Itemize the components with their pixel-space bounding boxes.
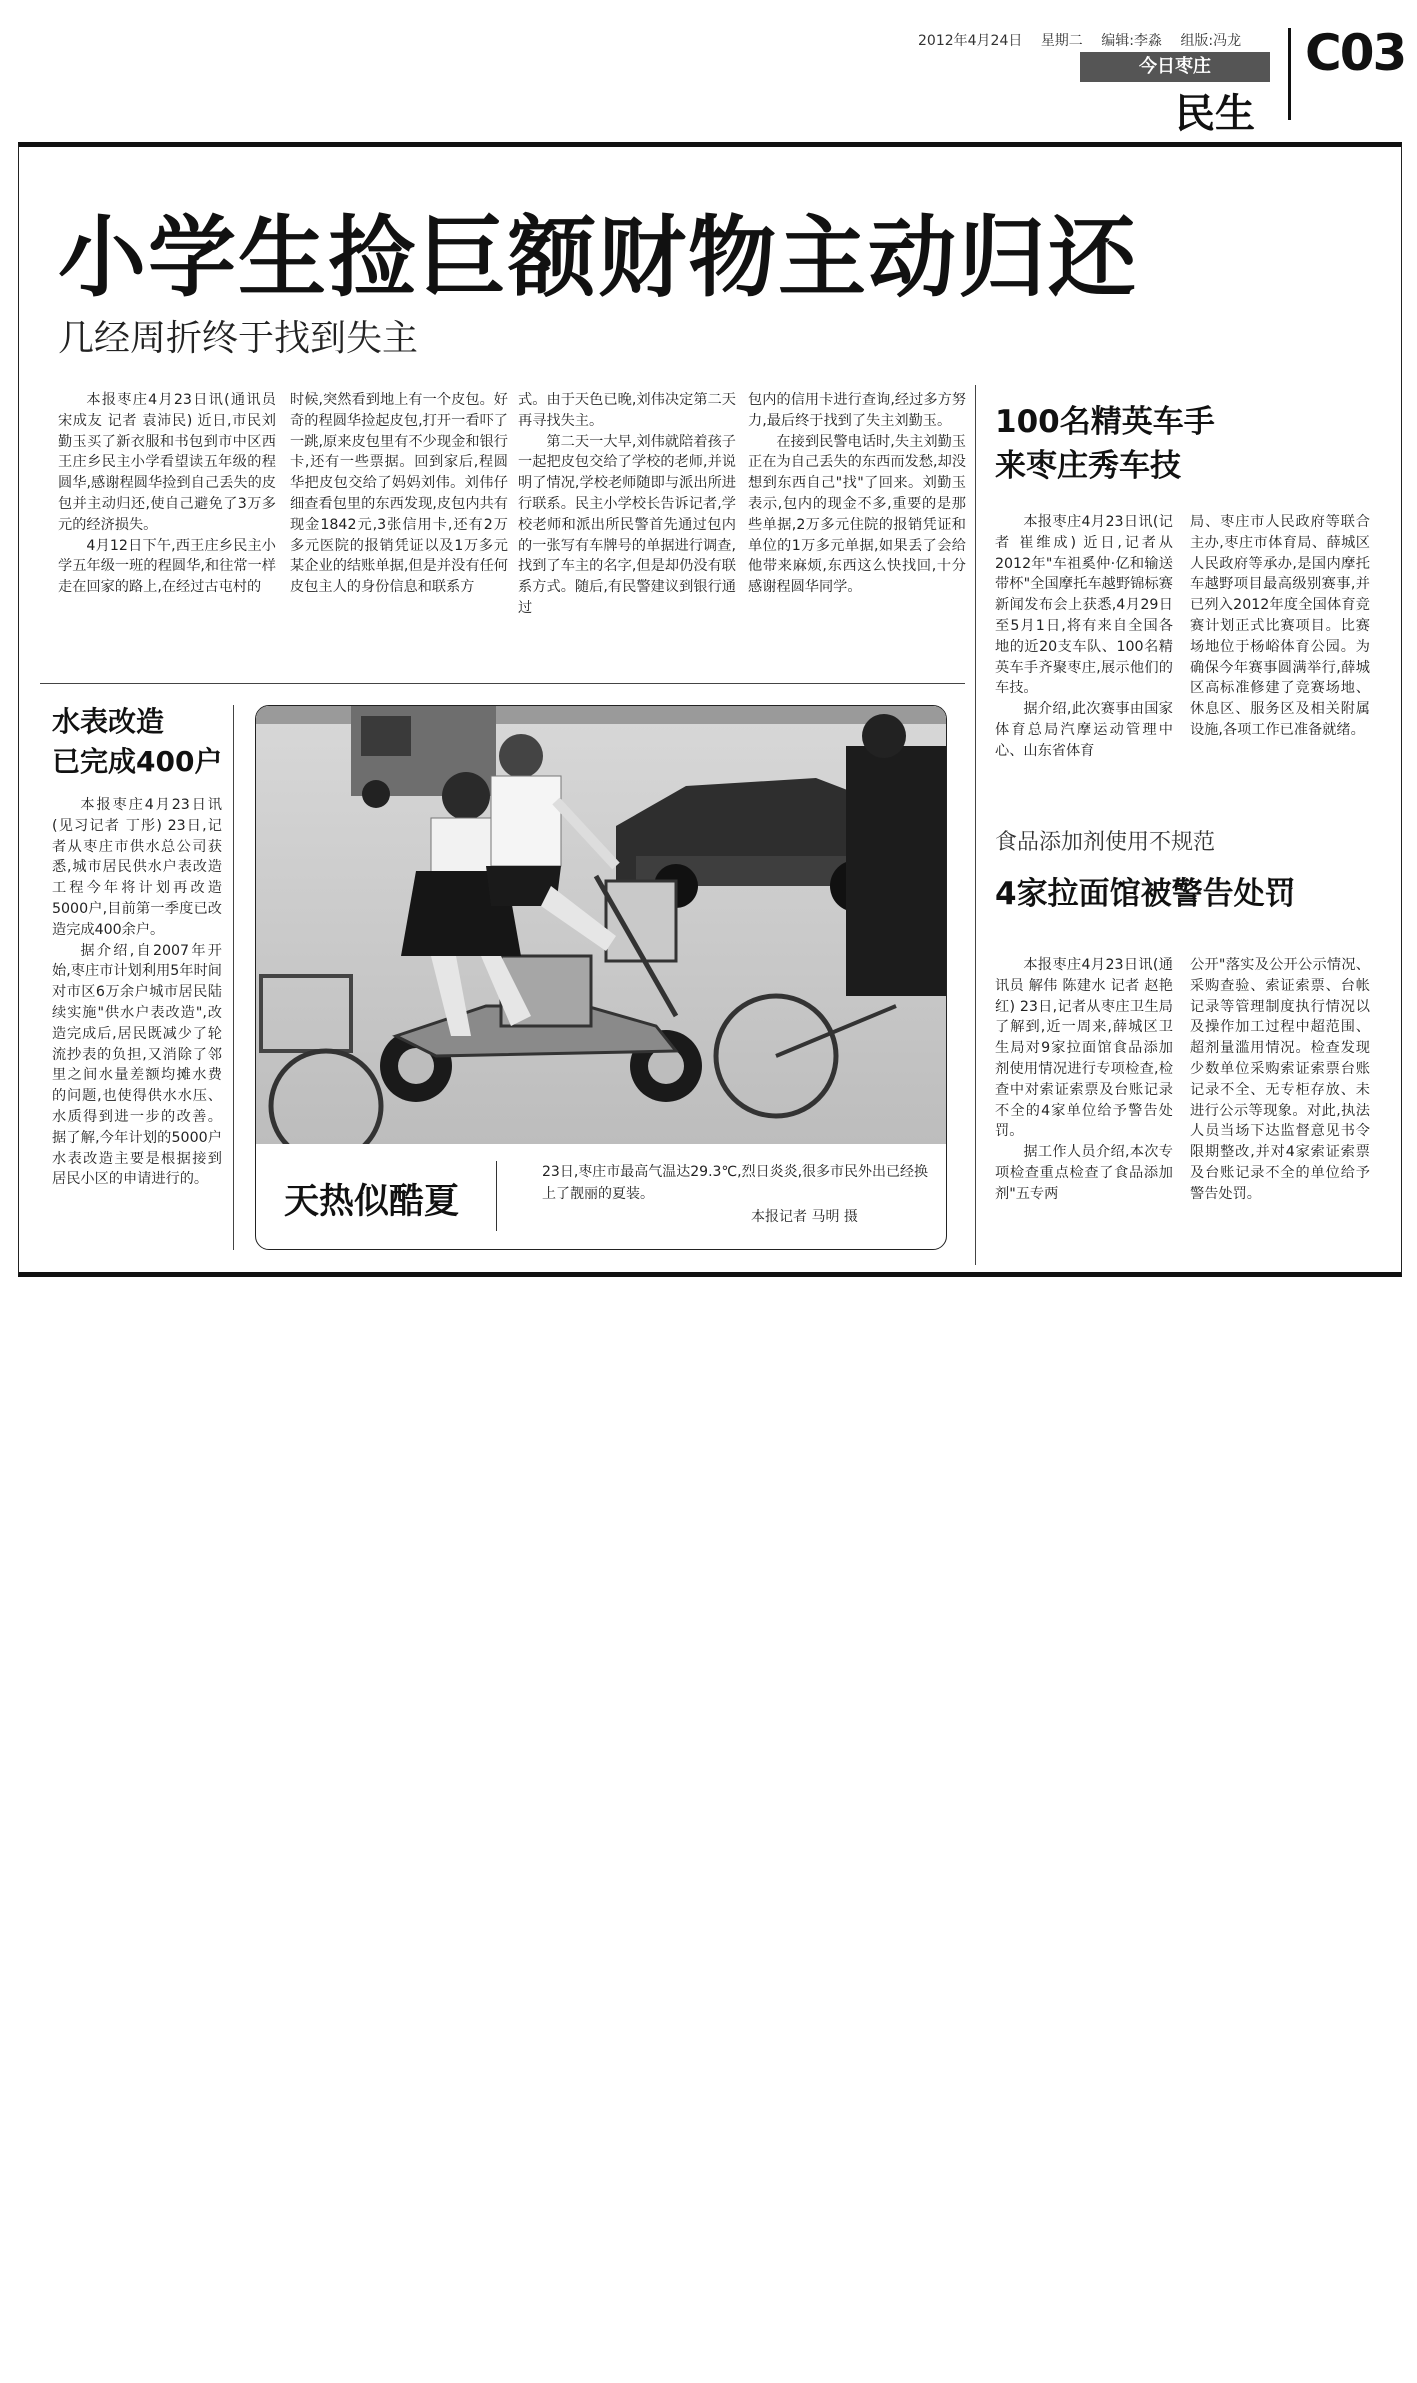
noodle-story-title: 4家拉面馆被警告处罚 <box>995 876 1296 912</box>
water-story-divider <box>233 705 234 1250</box>
water-body-para-2: 据介绍,自2007年开始,枣庄市计划利用5年时间对市区6万余户城市居民陆续实施"供水户表改造",改造完成后,居民既减少了轮流抄表的负担,又消除了邻里之间水量差额均摊水费的问题,也使得供水水压、水质得到进一步的改善。据了解,今年计划的5000户水表改造主要是根据接到居民小区的申请进行的。 <box>52 942 222 1188</box>
page-header <box>0 0 1417 135</box>
main-story-col-3 <box>518 390 736 670</box>
noodle-col2-para: 公开"落实及公开公示情况、采购查验、索证索票、台帐记录等管理制度执行情况以及操作加工过程中超范围、超剂量滥用情况。检查发现少数单位采购索证索票台账记录不全、无专柜存放、未进行公示等现象。对此,执法人员当场下达监督意见书令限期整改,并对4家索证索票及台账记录不全的单位给予警告处罚。 <box>1190 957 1370 1202</box>
photo-box <box>255 705 947 1250</box>
main-col4-para: 包内的信用卡进行查询,经过多方努力,最后终于找到了失主刘勤玉。 <box>748 392 966 429</box>
noodle-story-col-1 <box>995 955 1173 1255</box>
car-story-col-2 <box>1190 512 1370 792</box>
main-story-col-4 <box>748 390 966 670</box>
main-subhead: 几经周折终于找到失主 <box>58 318 419 359</box>
header-meta <box>918 30 1255 50</box>
section-name: 民生 <box>1175 90 1255 137</box>
header-date: 2012年4月24日 <box>918 33 1023 49</box>
noodle-col1-para: 本报枣庄4月23日讯(通讯员 解伟 陈建水 记者 赵艳红) 23日,记者从枣庄卫生局了解到,近一周来,薛城区卫生局对9家拉面馆食品添加剂使用情况进行专项检查,检查中对索证索票及台账记录不全的4家单位给予警告处罚。 <box>995 957 1173 1140</box>
header-divider <box>1288 28 1291 120</box>
main-col2-para: 时候,突然看到地上有一个皮包。好奇的程圆华捡起皮包,打开一看吓了一跳,原来皮包里有不少现金和银行卡,还有一些票据。回到家后,程圆华把皮包交给了妈妈刘伟。刘伟仔细查看包里的东西发现,皮包内共有现金1842元,3张信用卡,还有2万多元医院的报销凭证以及1万多元某企业的结账单据,但是并没有任何皮包主人的身份信息和联系方 <box>290 392 508 596</box>
water-body-para-1: 本报枣庄4月23日讯(见习记者 丁彤) 23日,记者从枣庄市供水总公司获悉,城市居民供水户表改造工程今年将计划再改造5000户,目前第一季度已改造完成400余户。 <box>52 797 222 938</box>
header-weekday: 星期二 <box>1040 33 1083 49</box>
car-story-title <box>995 400 1215 488</box>
photo-caption: 23日,枣庄市最高气温达29.3℃,烈日炎炎,很多市民外出已经换上了靓丽的夏装。 <box>542 1164 929 1202</box>
noodle-story-kicker: 食品添加剂使用不规范 <box>995 830 1216 855</box>
car-col2-para: 局、枣庄市人民政府等联合主办,枣庄市体育局、薛城区人民政府等承办,是国内摩托车越野项目最高级别赛事,并已列入2012年度全国体育竞赛计划正式比赛项目。比赛场地位于杨峪体育公园。为确保今年赛事圆满举行,薛城区高标准修建了竞赛场地、休息区、服务区及相关附属设施,各项工作已准备就绪。 <box>1190 514 1370 738</box>
section-bar: 今日枣庄 <box>1080 52 1270 82</box>
main-story-bottom-rule <box>40 683 965 684</box>
car-story-col-1 <box>995 512 1173 792</box>
noodle-col1b-para: 据工作人员介绍,本次专项检查重点检查了食品添加剂"五专两 <box>995 1144 1173 1202</box>
photo-title: 天热似酷夏 <box>284 1182 460 1222</box>
water-story-title <box>52 702 222 782</box>
page-number: C03 <box>1305 24 1406 82</box>
car-title-line-1: 100名精英车手 <box>995 404 1215 440</box>
car-col1-para: 本报枣庄4月23日讯(记者 崔维成) 近日,记者从2012年"车祖奚仲·亿和输送带杯"全国摩托车越野锦标赛新闻发布会上获悉,4月29日至5月1日,将有来自全国各地的近20支车队、100名精英车手齐聚枣庄,展示他们的车技。 <box>995 514 1173 697</box>
main-col1-para: 本报枣庄4月23日讯(通讯员 宋成友 记者 袁沛民) 近日,市民刘勤玉买了新衣服和书包到市中区西王庄乡民主小学看望读五年级的程圆华,感谢程圆华捡到自己丢失的皮包并主动归还,使自己避免了3万多元的经济损失。 <box>58 392 276 533</box>
main-col3b-para: 第二天一大早,刘伟就陪着孩子一起把皮包交给了学校的老师,并说明了情况,学校老师随即与派出所进行联系。民主小学校长告诉记者,学校老师和派出所民警首先通过包内的一张写有车牌号的单据进行调查,找到了车主的名字,但是却仍没有联系方式。随后,有民警建议到银行通过 <box>518 433 736 616</box>
main-col3-para: 式。由于天色已晚,刘伟决定第二天再寻找失主。 <box>518 392 736 429</box>
news-photo <box>256 706 947 1144</box>
header-editor: 编辑:李淼 <box>1101 33 1162 49</box>
photo-caption-divider <box>496 1161 497 1231</box>
right-column-divider <box>975 385 976 1265</box>
main-headline: 小学生捡巨额财物主动归还 <box>58 206 1139 309</box>
main-story-col-1 <box>58 390 276 670</box>
photo-credit: 本报记者 马明 摄 <box>751 1209 858 1225</box>
water-story-body <box>52 795 222 1255</box>
car-col1b-para: 据介绍,此次赛事由国家体育总局汽摩运动管理中心、山东省体育 <box>995 701 1173 759</box>
header-layout: 组版:冯龙 <box>1180 33 1242 49</box>
water-title-line-1: 水表改造 <box>52 705 165 738</box>
main-col4b-para: 在接到民警电话时,失主刘勤玉正在为自己丢失的东西而发愁,却没想到东西自己"找"了回来。刘勤玉表示,包内的现金不多,重要的是那些单据,2万多元住院的报销凭证和单位的1万多元单据,如果丢了会给他带来麻烦,东西这么快找回,十分感谢程圆华同学。 <box>748 433 966 596</box>
noodle-story-col-2 <box>1190 955 1370 1255</box>
main-story-col-2 <box>290 390 508 670</box>
car-title-line-2: 来枣庄秀车技 <box>995 448 1181 484</box>
water-title-line-2: 已完成400户 <box>52 745 223 778</box>
main-col1b-para: 4月12日下午,西王庄乡民主小学五年级一班的程圆华,和往常一样走在回家的路上,在经过古屯村的 <box>58 537 276 596</box>
